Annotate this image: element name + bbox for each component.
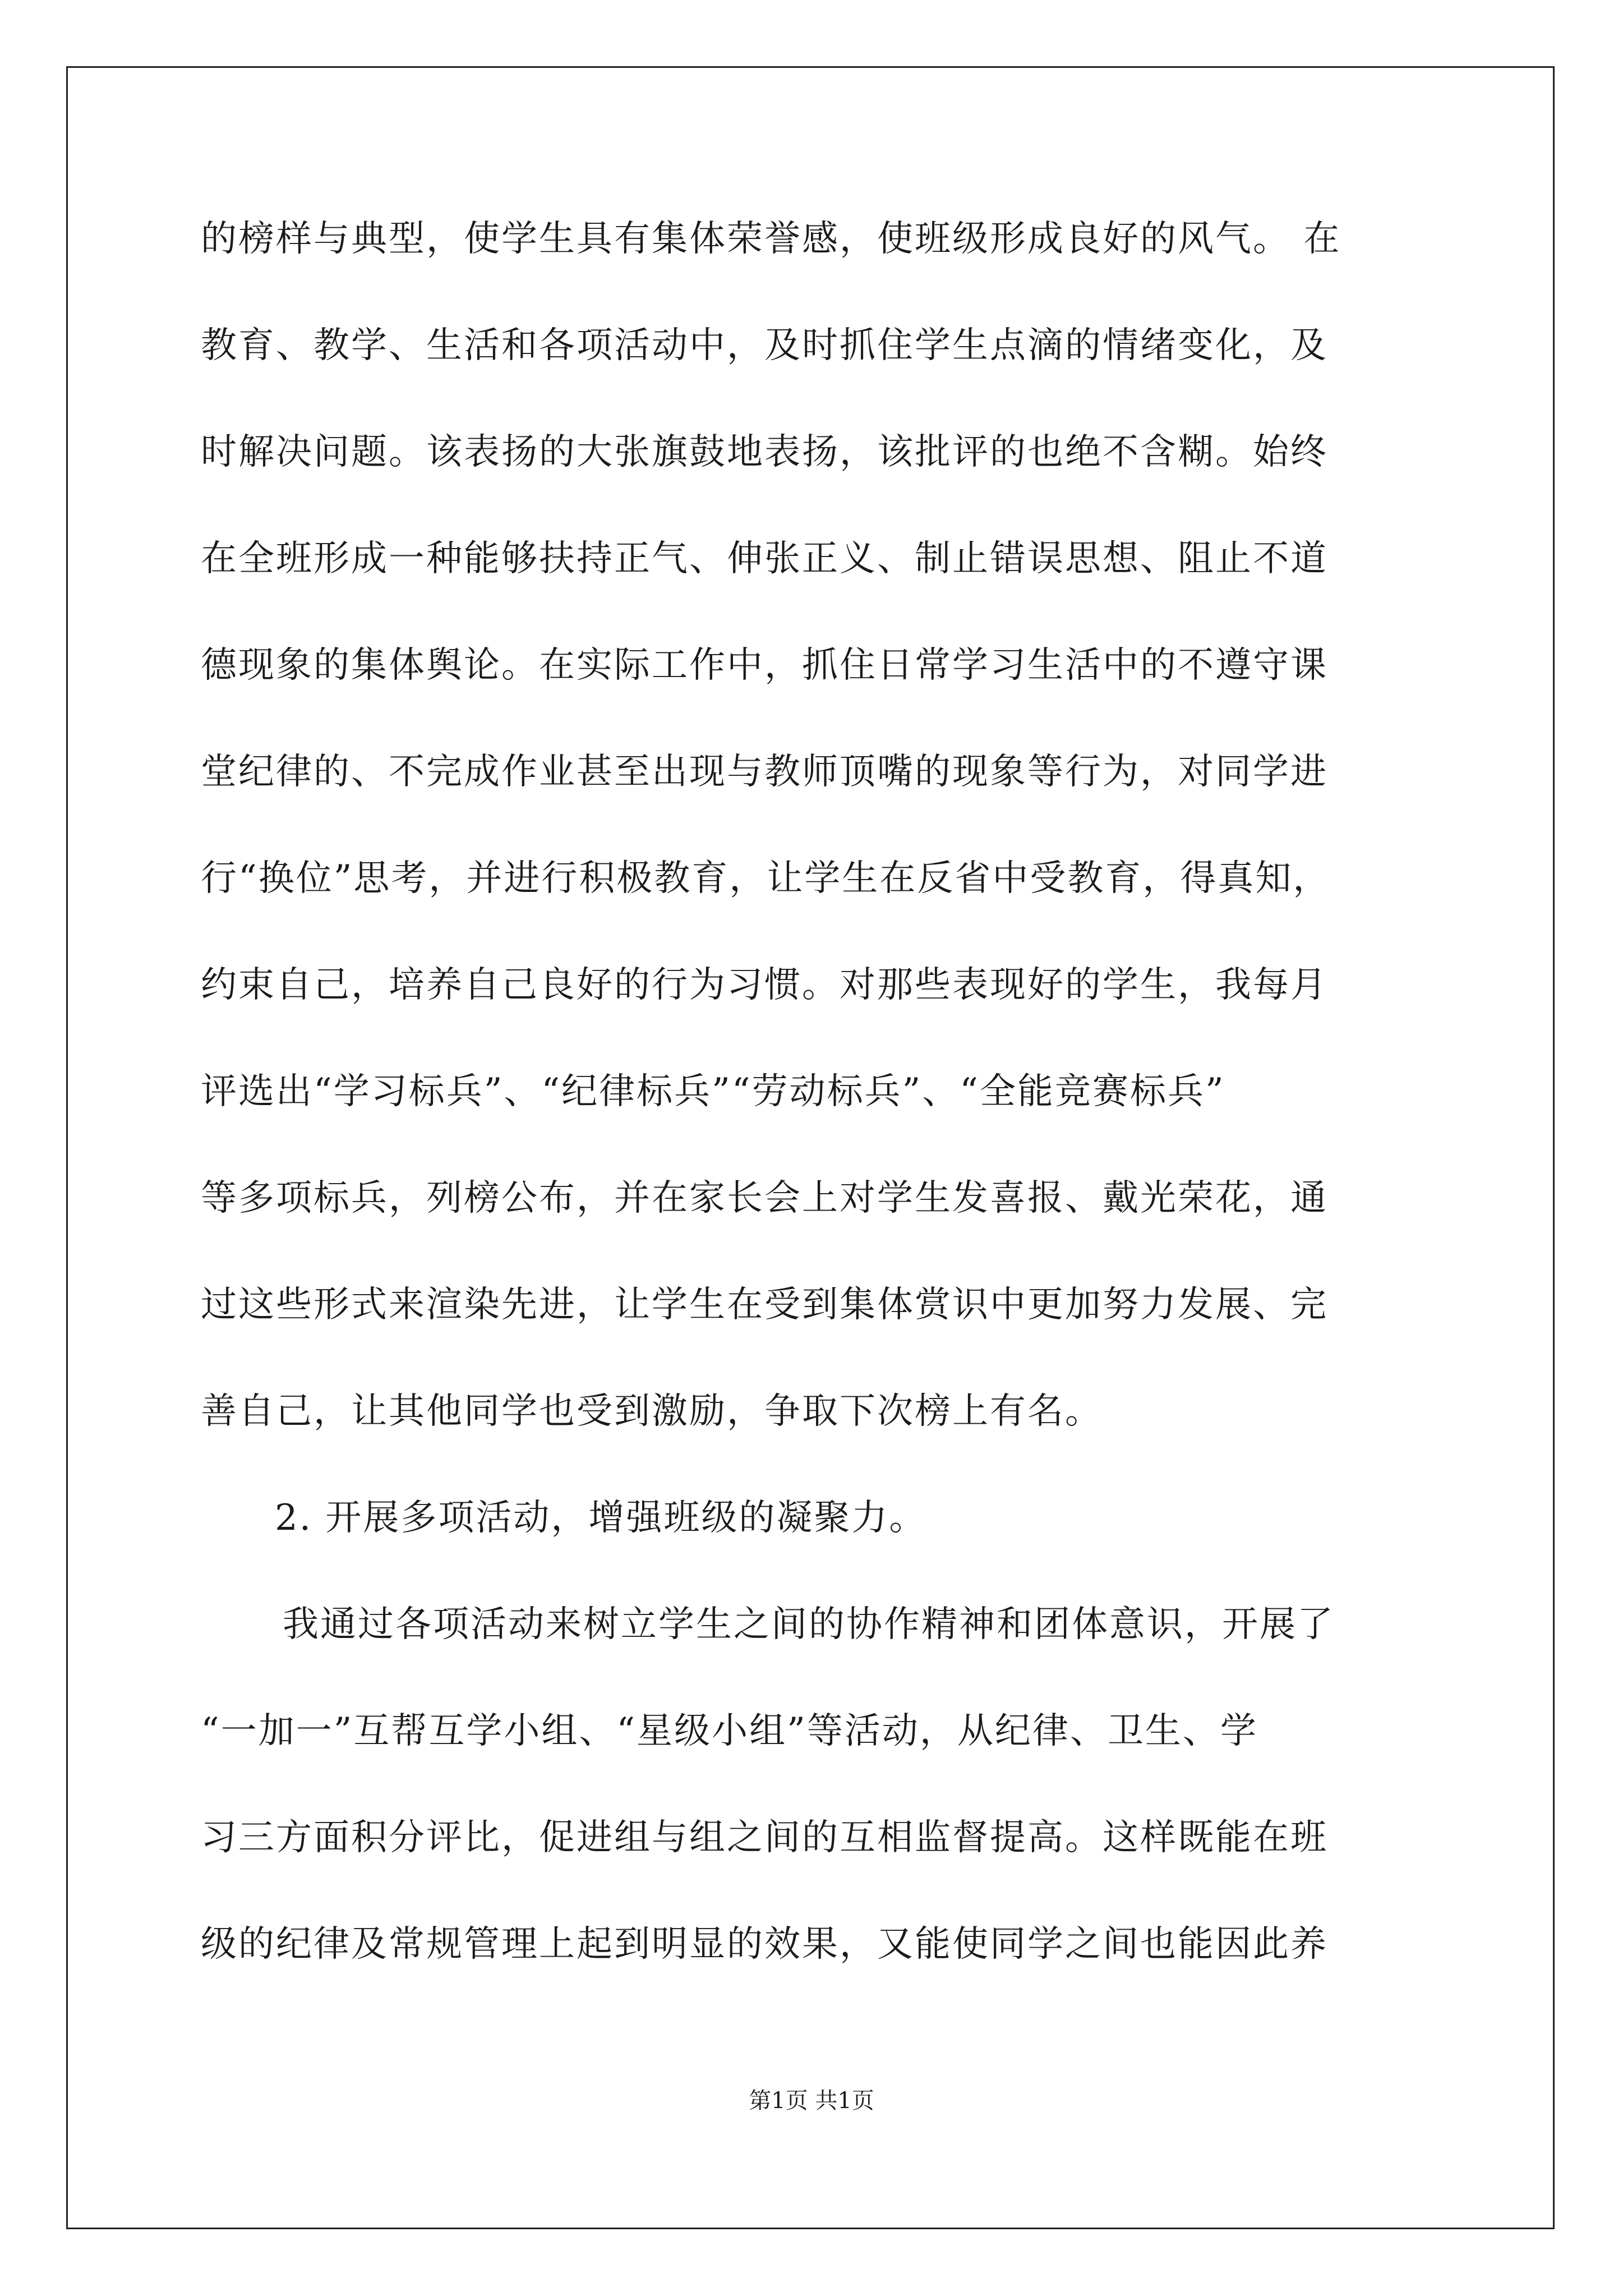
section-heading: 2. 开展多项活动，增强班级的凝聚力。: [275, 1497, 927, 1539]
body-line: 习三方面积分评比，促进组与组之间的互相监督提高。这样既能在班: [201, 1817, 1328, 1858]
body-line: 过这些形式来渲染先进，让学生在受到集体赏识中更加努力发展、完: [201, 1284, 1328, 1326]
body-line: 我通过各项活动来树立学生之间的协作精神和团体意识，开展了: [283, 1604, 1335, 1645]
body-line: 堂纪律的、不完成作业甚至出现与教师顶嘴的现象等行为，对同学进: [201, 751, 1328, 793]
body-line: 的榜样与典型，使学生具有集体荣誉感，使班级形成良好的风气。 在: [201, 218, 1341, 260]
body-line: 评选出“学习标兵”、“纪律标兵”“劳动标兵”、“全能竞赛标兵”: [201, 1071, 1225, 1112]
body-line: “一加一”互帮互学小组、“星级小组”等活动，从纪律、卫生、学: [201, 1710, 1258, 1752]
body-line: 善自己，让其他同学也受到激励，争取下次榜上有名。: [201, 1391, 1103, 1432]
body-line: 德现象的集体舆论。在实际工作中，抓住日常学习生活中的不遵守课: [201, 645, 1328, 686]
body-line: 行“换位”思考，并进行积极教育，让学生在反省中受教育，得真知，: [201, 858, 1331, 899]
body-line: 约束自己，培养自己良好的行为习惯。对那些表现好的学生，我每月: [201, 964, 1328, 1006]
body-line: 级的纪律及常规管理上起到明显的效果，又能使同学之间也能因此养: [201, 1924, 1328, 1965]
page-border: [66, 66, 1555, 2229]
body-line: 等多项标兵，列榜公布，并在家长会上对学生发喜报、戴光荣花，通: [201, 1177, 1328, 1219]
body-line: 在全班形成一种能够扶持正气、伸张正义、制止错误思想、阻止不道: [201, 538, 1328, 579]
body-line: 教育、教学、生活和各项活动中，及时抓住学生点滴的情绪变化，及: [201, 325, 1328, 366]
page-number-footer: 第1页 共1页: [749, 2088, 874, 2114]
body-line: 时解决问题。该表扬的大张旗鼓地表扬，该批评的也绝不含糊。始终: [201, 431, 1328, 473]
